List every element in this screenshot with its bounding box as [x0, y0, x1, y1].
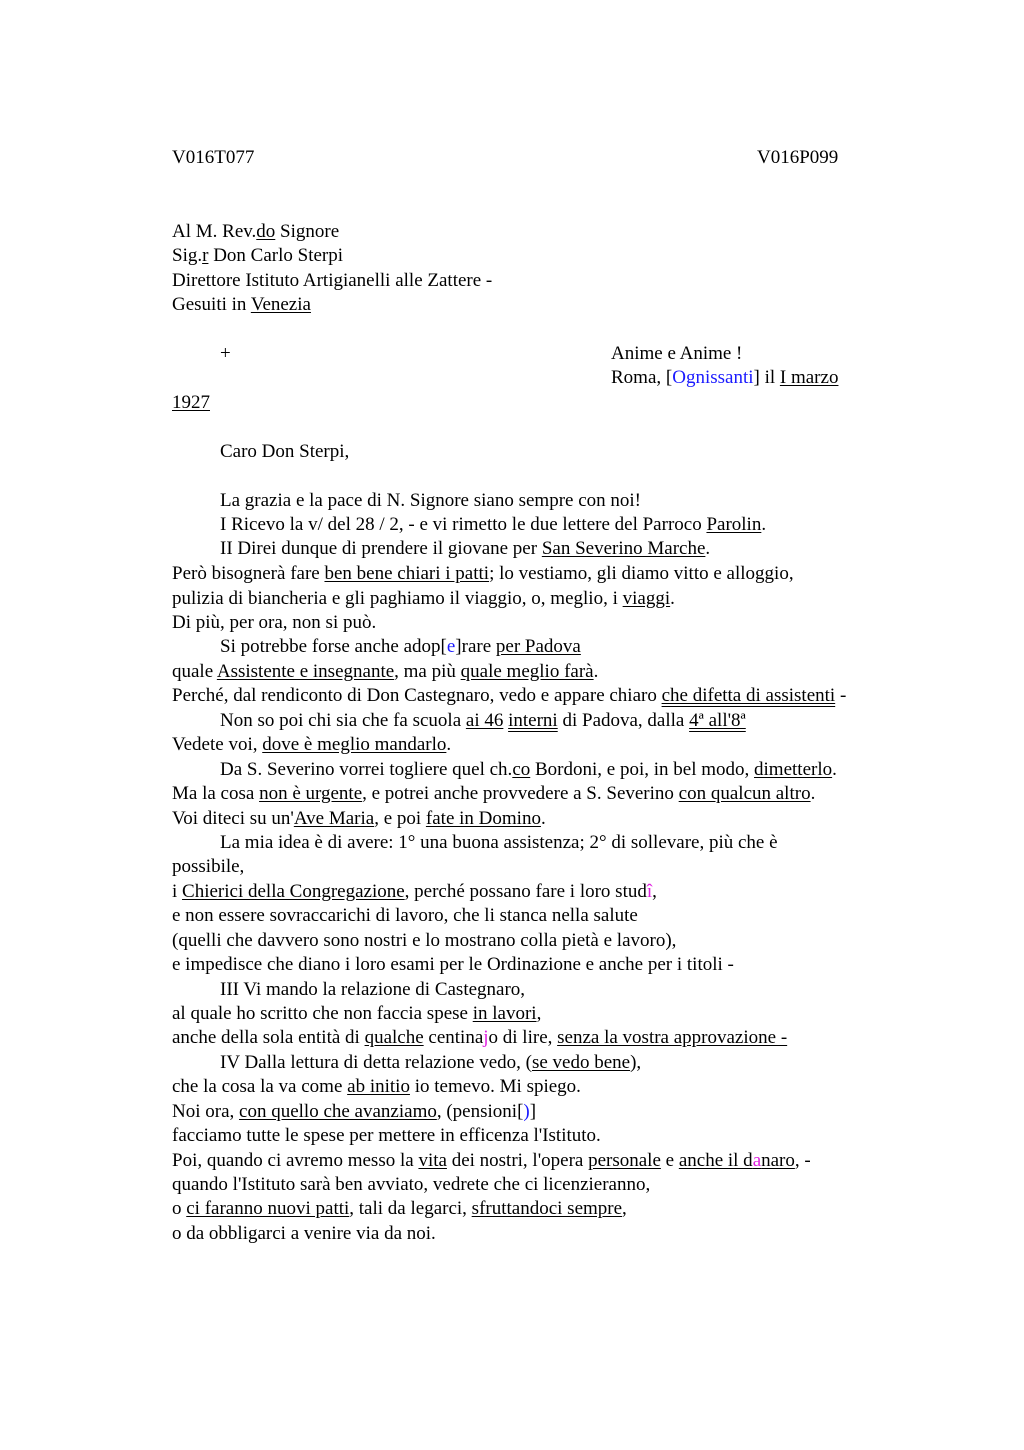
body-line-24: IV Dalla lettura di detta relazione vedo, (se vedo bene),	[220, 1052, 642, 1073]
place-date: Roma, [Ognissanti] il I marzo	[611, 367, 839, 388]
body-line-8: quale Assistente e insegnante, ma più quale meglio farà.	[172, 661, 599, 682]
body-line-15: La mia idea è di avere: 1° una buona assistenza; 2° di sollevare, più che è	[220, 832, 778, 853]
body-line-6: Di più, per ora, non si può.	[172, 612, 377, 633]
body-line-22: al quale ho scritto che non faccia spese in lavori,	[172, 1003, 542, 1024]
document-code-right: V016P099	[757, 147, 839, 168]
date-year: 1927	[172, 392, 210, 413]
body-line-17: i Chierici della Congregazione, perché possano fare i loro studî,	[172, 881, 657, 902]
address-line-2: Sig.r Don Carlo Sterpi	[172, 245, 344, 266]
body-line-14: Voi diteci su un'Ave Maria, e poi fate in Domino.	[172, 808, 546, 829]
body-line-23: anche della sola entità di qualche centinajo di lire, senza la vostra approvazione -	[172, 1027, 788, 1048]
body-line-29: quando l'Istituto sarà ben avviato, vedrete che ci licenzieranno,	[172, 1174, 651, 1195]
body-line-3: II Direi dunque di prendere il giovane per San Severino Marche.	[220, 538, 711, 559]
body-line-2: I Ricevo la v/ del 28 / 2, - e vi rimetto le due lettere del Parroco Parolin.	[220, 514, 767, 535]
body-line-4: Però bisognerà fare ben bene chiari i patti; lo vestiamo, gli diamo vitto e alloggio,	[172, 563, 794, 584]
body-line-21: III Vi mando la relazione di Castegnaro,	[220, 979, 526, 1000]
address-line-3: Direttore Istituto Artigianelli alle Zattere -	[172, 270, 493, 291]
address-line-4: Gesuiti in Venezia	[172, 294, 311, 315]
body-line-30: o ci faranno nuovi patti, tali da legarci, sfruttandoci sempre,	[172, 1198, 627, 1219]
document-code-left: V016T077	[172, 147, 255, 168]
salutation: Caro Don Sterpi,	[220, 441, 350, 462]
body-line-13: Ma la cosa non è urgente, e potrei anche provvedere a S. Severino con qualcun altro.	[172, 783, 816, 804]
body-line-16: possibile,	[172, 856, 245, 877]
body-line-28: Poi, quando ci avremo messo la vita dei nostri, l'opera personale e anche il danaro, -	[172, 1150, 811, 1171]
body-line-11: Vedete voi, dove è meglio mandarlo.	[172, 734, 452, 755]
body-line-27: facciamo tutte le spese per mettere in efficenza l'Istituto.	[172, 1125, 601, 1146]
body-line-31: o da obbligarci a venire via da noi.	[172, 1223, 436, 1244]
body-line-12: Da S. Severino vorrei togliere quel ch.co Bordoni, e poi, in bel modo, dimetterlo.	[220, 759, 837, 780]
body-line-26: Noi ora, con quello che avanziamo, (pensioni[)]	[172, 1101, 537, 1122]
cross-symbol: +	[220, 343, 231, 364]
body-line-18: e non essere sovraccarichi di lavoro, che li stanca nella salute	[172, 905, 638, 926]
body-line-5: pulizia di biancheria e gli paghiamo il viaggio, o, meglio, i viaggi.	[172, 588, 675, 609]
body-line-9: Perché, dal rendiconto di Don Castegnaro, vedo e appare chiaro che difetta di assistenti -	[172, 685, 847, 706]
body-line-19: (quelli che davvero sono nostri e lo mostrano colla pietà e lavoro),	[172, 930, 677, 951]
body-line-7: Si potrebbe forse anche adop[e]rare per Padova	[220, 636, 581, 657]
address-line-1: Al M. Rev.do Signore	[172, 221, 340, 242]
motto: Anime e Anime !	[611, 343, 743, 364]
body-line-10: Non so poi chi sia che fa scuola ai 46 interni di Padova, dalla 4ª all'8ª	[220, 710, 746, 731]
body-line-25: che la cosa la va come ab initio io temevo. Mi spiego.	[172, 1076, 581, 1097]
body-line-20: e impedisce che diano i loro esami per le Ordinazione e anche per i titoli -	[172, 954, 734, 975]
body-line-1: La grazia e la pace di N. Signore siano sempre con noi!	[220, 490, 642, 511]
